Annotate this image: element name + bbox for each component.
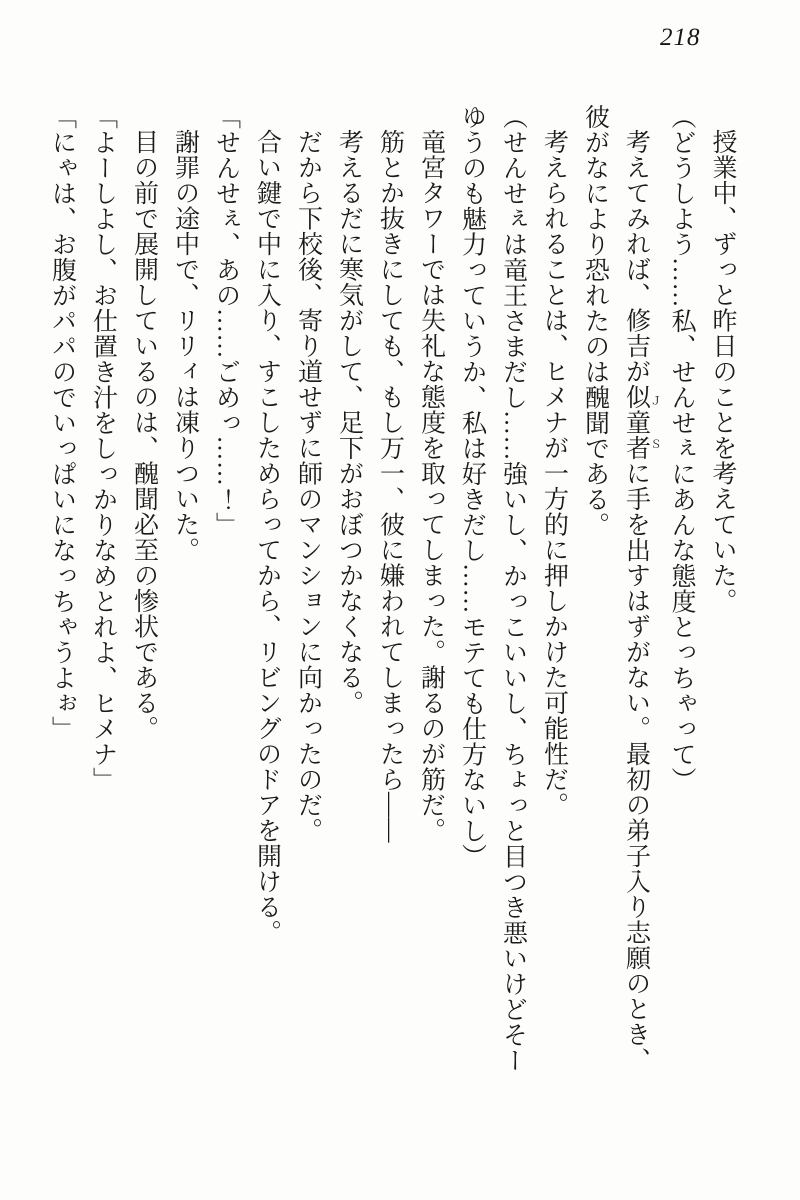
page-number: 218 xyxy=(660,24,701,51)
text-line: 目の前で展開しているのは、醜聞必至の惨状である。 xyxy=(130,129,158,741)
text-line: ゆうのも魅力っていうか、私は好きだし……モテても仕方ないし） xyxy=(458,104,486,869)
body-text xyxy=(42,104,744,1156)
text-line: 「よーしよし、お仕置き汁をしっかりなめとれよ、ヒメナ」 xyxy=(89,104,117,793)
text-line: 謝罪の途中で、リリィは凍りついた。 xyxy=(171,129,199,563)
furigana-ruby: 似童者 ＪＳ xyxy=(622,384,661,461)
text-line: （どうしよう……私、せんせぇにあんな態度とっちゃって） xyxy=(668,104,695,793)
text-line: 「せんせぇ、あの……ごめっ……！」 xyxy=(212,104,240,538)
text-line: だから下校後、寄り道せずに師のマンションに向かったのだ。 xyxy=(294,129,322,843)
text-line: 竜宮タワーでは失礼な態度を取ってしまった。謝るのが筋だ。 xyxy=(417,129,445,843)
text-line: 考えられることは、ヒメナが一方的に押しかけた可能性だ。 xyxy=(540,129,568,818)
text-line: 筋とか抜きにしても、もし万一、彼に嫌われてしまったら―― xyxy=(376,129,404,843)
text-line: 考えるだに寒気がして、足下がおぼつかなくなる。 xyxy=(335,129,363,716)
text-line: 「にゃは、お腹がパパのでいっぱいになっちゃうよぉ」 xyxy=(48,104,76,742)
text-line: 考えてみれば、修吉が似童者 ＪＳに手を出すはずがない。最初の弟子入り志願のとき、 xyxy=(622,129,661,1073)
text-line: 合い鍵で中に入り、すこしためらってから、リビングのドアを開ける。 xyxy=(253,129,281,945)
text-line: 彼がなにより恐れたのは醜聞である。 xyxy=(581,104,609,538)
text-line: 授業中、ずっと昨日のことを考えていた。 xyxy=(709,129,736,614)
text-line: （せんせぇは竜王さまだし……強いし、かっこいいし、ちょっと目つき悪いけどそー xyxy=(499,104,527,1073)
